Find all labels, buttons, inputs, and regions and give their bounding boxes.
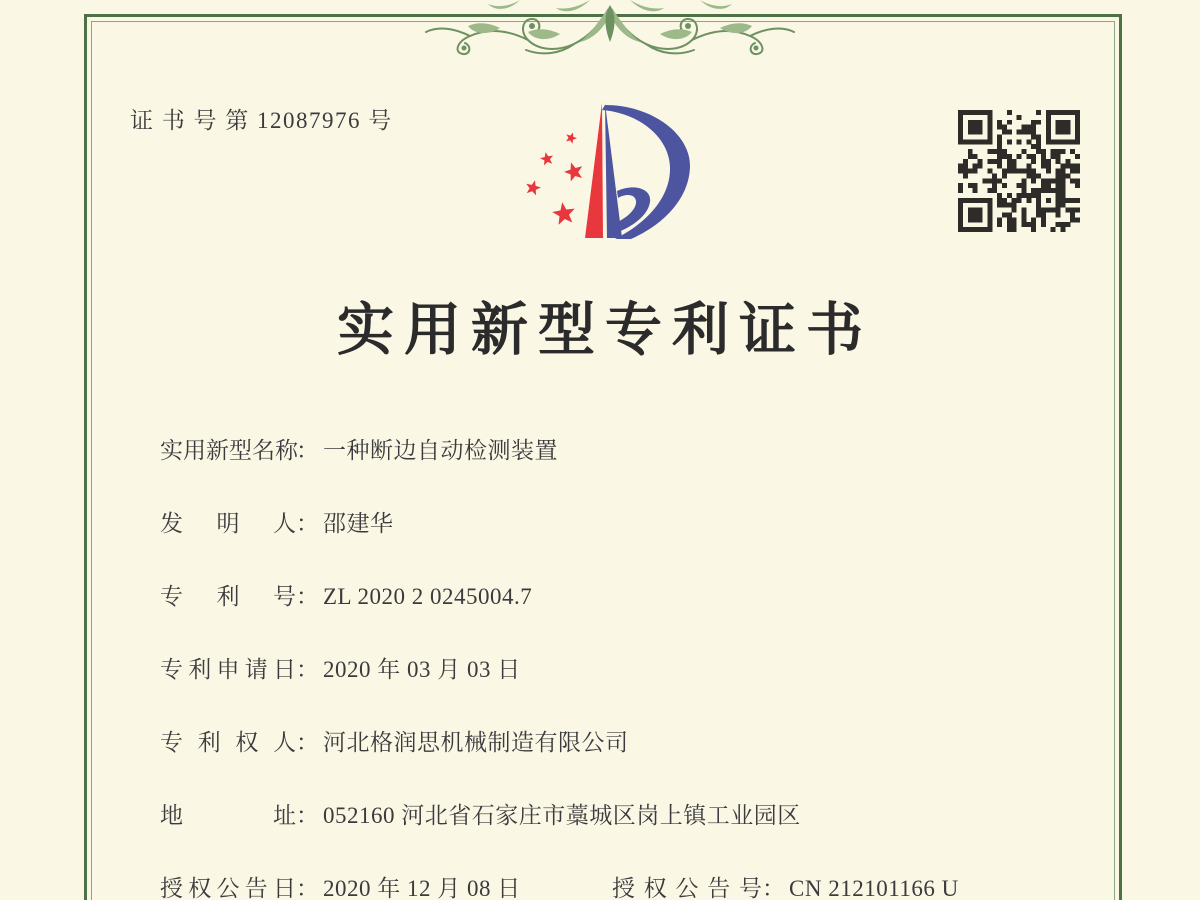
- field-value: 一种断边自动检测装置: [323, 438, 558, 463]
- field-value: 2020 年 12 月 08 日: [323, 876, 521, 900]
- field-value: 邵建华: [323, 511, 394, 536]
- field-colon: ：: [296, 730, 319, 755]
- field-label: 授权公告号: [612, 876, 762, 900]
- field-row-name: [160, 436, 558, 468]
- certificate-number: 证 书 号 第 12087976 号: [130, 108, 393, 133]
- grant-publication-group: [612, 874, 959, 900]
- field-label: 发明人: [160, 511, 296, 536]
- field-colon: ：: [296, 584, 319, 609]
- field-colon: ：: [296, 803, 319, 828]
- field-row-filing-date: [160, 655, 521, 687]
- field-row-address: [160, 801, 801, 833]
- field-label: 专利号: [160, 584, 296, 609]
- field-label: 专利权人: [160, 730, 296, 755]
- field-label: 授权公告日: [160, 876, 296, 900]
- field-colon: ：: [296, 438, 319, 463]
- field-colon: ：: [296, 511, 319, 536]
- field-colon: ：: [296, 657, 319, 682]
- field-colon: ：: [762, 876, 785, 900]
- field-value: 052160 河北省石家庄市藁城区岗上镇工业园区: [323, 803, 801, 828]
- field-colon: ：: [296, 876, 319, 900]
- field-row-patentee: [160, 728, 629, 760]
- field-value: 2020 年 03 月 03 日: [323, 657, 521, 682]
- field-label: 实用新型名称: [160, 438, 298, 463]
- field-row-grant-date: [160, 874, 959, 900]
- field-label: 专利申请日: [160, 657, 296, 682]
- field-row-inventor: [160, 509, 394, 541]
- field-value: ZL 2020 2 0245004.7: [323, 584, 533, 609]
- certificate-title: 实用新型专利证书: [337, 299, 873, 362]
- field-label: 地址: [160, 803, 296, 828]
- field-value: 河北格润思机械制造有限公司: [323, 730, 629, 755]
- field-row-patent-no: [160, 582, 532, 614]
- field-value: CN 212101166 U: [789, 876, 959, 900]
